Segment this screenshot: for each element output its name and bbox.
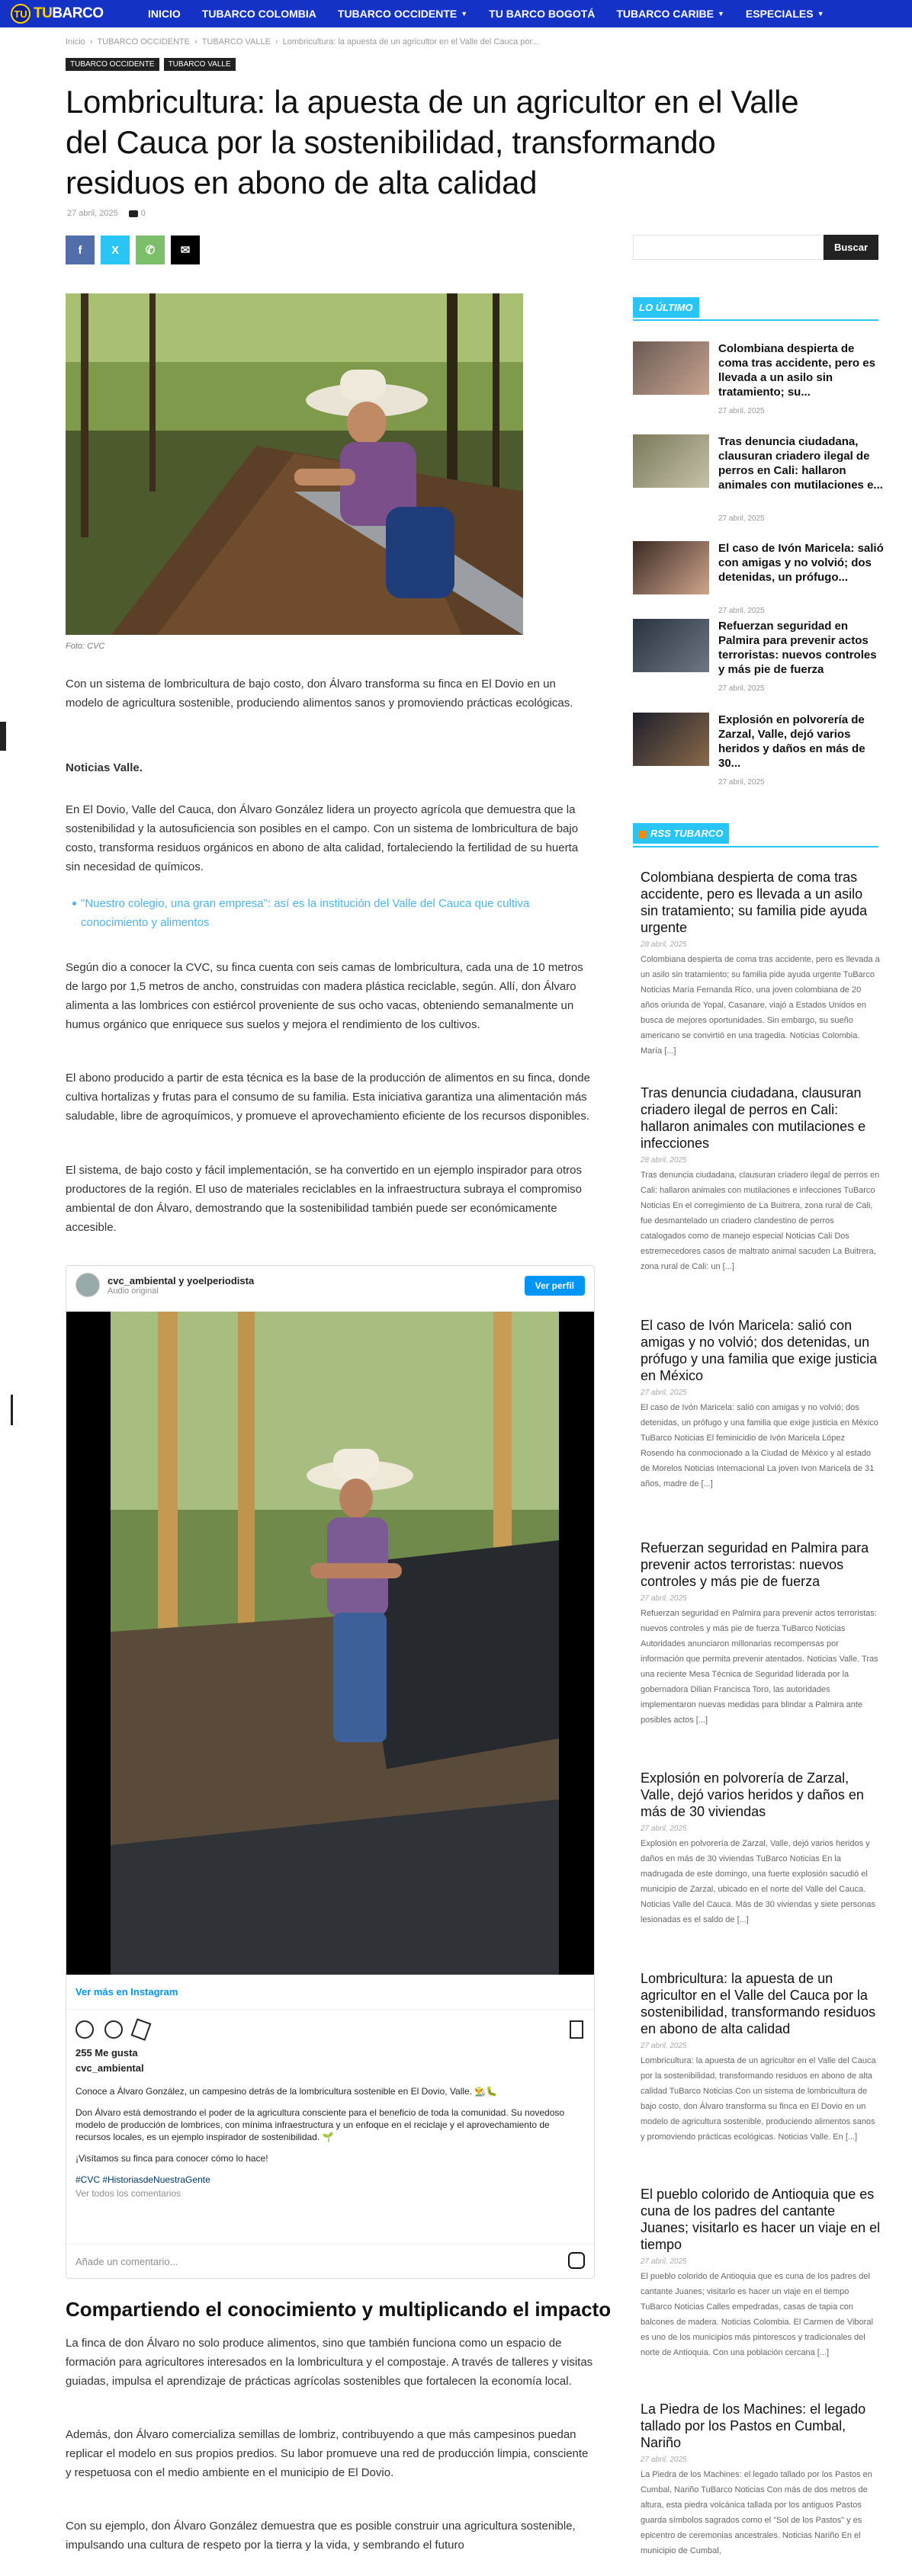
latest-item[interactable] — [633, 341, 885, 415]
comment-bubble-icon[interactable] — [104, 2020, 123, 2039]
article-kicker: Noticias Valle. — [66, 761, 143, 774]
rss-item-title[interactable]: La Piedra de los Machines: el legado tallado por los Pastos en Cumbal, Nariño — [641, 2401, 866, 2450]
latest-item[interactable] — [633, 619, 885, 693]
breadcrumb-valle[interactable]: TUBARCO VALLE — [201, 37, 271, 46]
article-paragraph-7: Con su ejemplo, don Álvaro González demuestra que es posible construir una agricultura sostenible, impulsando una cultura de respeto por la tierra y la vida, y sembrando el futuro — [66, 2520, 576, 2552]
rss-item — [641, 2186, 881, 2360]
rss-item-date: 27 abril, 2025 — [641, 2042, 687, 2050]
instagram-account-name[interactable]: cvc_ambiental — [75, 2062, 144, 2074]
breadcrumb-home[interactable]: Inicio — [66, 37, 85, 46]
article-paragraph-6: Además, don Álvaro comercializa semillas de lombriz, contribuyendo a que más campesinos puedan replicar el modelo en sus propios predios. Su labor promueve una red de producción limpia, consciente y respetuosa con el medio ambiente en el municipio de El Dovio. — [66, 2428, 589, 2479]
rss-item — [641, 869, 881, 1059]
main-nav — [137, 0, 834, 27]
rss-item-title[interactable]: Tras denuncia ciudadana, clausuran criadero ilegal de perros en Cali: hallaron animales con mutilaciones e infecciones — [641, 1085, 866, 1151]
nav-tubarco-colombia[interactable] — [191, 0, 327, 27]
breadcrumb-separator-icon: › — [194, 37, 197, 46]
email-share-button[interactable] — [171, 235, 200, 264]
caption-line-3: ¡Visítamos su finca para conocer cómo lo hace! — [75, 2153, 268, 2164]
instagram-logo-icon[interactable] — [568, 2252, 585, 2269]
breadcrumb-current: Lombricultura: la apuesta de un agricultor en el Valle del Cauca por... — [282, 37, 539, 46]
nav-tubarco-caribe[interactable] — [605, 0, 734, 27]
share-buttons — [66, 235, 200, 264]
bookmark-icon[interactable] — [570, 2020, 583, 2039]
chevron-down-icon: ▼ — [461, 10, 468, 18]
rss-item-title[interactable]: Refuerzan seguridad en Palmira para prevenir actos terroristas: nuevos controles y más pie de fuerza — [641, 1540, 869, 1589]
article-paragraph-1: En El Dovio, Valle del Cauca, don Álvaro González lidera un proyecto agrícola que demuestra que la sostenibilidad y la autosuficiencia son posibles en el campo. Con un sistema de lombricultura de bajo costo, transforma residuos orgánicos en abono de alta calidad, fortaleciendo la fertilidad de su huerta sin necesidad de químicos. — [66, 803, 579, 873]
facebook-icon: f — [78, 243, 82, 257]
article-meta — [67, 209, 146, 218]
rss-item-date: 27 abril, 2025 — [641, 1825, 687, 1833]
latest-date: 27 abril, 2025 — [718, 407, 765, 415]
latest-title[interactable]: El caso de Ivón Maricela: salió con amigas y no volvió; dos detenidas, un prófugo... — [718, 542, 884, 584]
facebook-share-button[interactable] — [66, 235, 95, 264]
rss-item-date: 28 abril, 2025 — [641, 940, 687, 949]
nav-tubarco-occidente[interactable] — [327, 0, 478, 27]
category-tags — [66, 58, 236, 71]
rss-item — [641, 1085, 881, 1274]
nav-inicio[interactable] — [137, 0, 191, 27]
nav-tubarco-bogota[interactable] — [478, 0, 605, 27]
instagram-video[interactable] — [66, 1312, 594, 1975]
latest-thumbnail[interactable] — [633, 341, 709, 395]
rss-item-excerpt: El pueblo colorido de Antioquia que es cuna de los padres del cantante Juanes; visitarlo es hacer un viaje en el tiempo TuBarco Noticias Calles empedradas, casas de tapia con balcones de madera. Noticias Colombia. El Carmen de Viboral es uno de los municipios más pintorescos y tradicionales del norte de Antioquia. Con una población cercana [...] — [641, 2272, 873, 2357]
rss-section-rule — [633, 846, 878, 847]
caption-hashtags[interactable]: #CVC #HistoriasdeNuestraGente — [75, 2174, 210, 2185]
rss-item-date: 27 abril, 2025 — [641, 2456, 687, 2464]
rss-item-title[interactable]: Colombiana despierta de coma tras accidente, pero es llevada a un asilo sin tratamiento; su familia pide ayuda urgente — [641, 870, 868, 935]
instagram-audio-label: Audio original — [108, 1286, 159, 1296]
tag-valle[interactable]: TUBARCO VALLE — [164, 58, 236, 71]
latest-title[interactable]: Colombiana despierta de coma tras accidente, pero es llevada a un asilo sin tratamiento; su... — [718, 342, 875, 399]
rss-item-title[interactable]: El pueblo colorido de Antioquia que es cuna de los padres del cantante Juanes; visitarlo es hacer un viaje en el tiempo — [641, 2187, 881, 2252]
latest-item[interactable] — [633, 434, 885, 523]
instagram-embed — [66, 1265, 595, 2279]
latest-thumbnail[interactable] — [633, 713, 709, 766]
nav-label: TU BARCO BOGOTÁ — [489, 8, 596, 20]
article-paragraph-5: La finca de don Álvaro no solo produce alimentos, sino que también funciona como un espacio de formación para agricultores interesados en la lombricultura y el compostaje. A través de talleres y visitas guiadas, impulsa el aprendizaje de prácticas agrícolas sostenibles que fortalecen la economía local. — [66, 2337, 593, 2388]
rss-item-title[interactable]: El caso de Ivón Maricela: salió con amigas y no volvió; dos detenidas, un prófugo y una familia que exige justicia en México — [641, 1318, 878, 1383]
nav-label: ESPECIALES — [745, 8, 814, 20]
article-paragraph-4: El sistema, de bajo costo y fácil implementación, se ha convertido en un ejemplo inspirador para otros productores de la región. El uso de materiales reciclables en la infraestructura subraya el compromiso ambiental de don Álvaro, demostrando que la sostenibilidad también puede ser económicamente accesible. — [66, 1164, 583, 1234]
view-profile-button[interactable]: Ver perfil — [525, 1276, 585, 1296]
nav-label: TUBARCO CARIBE — [616, 8, 714, 20]
email-icon: ✉ — [180, 244, 191, 257]
search-button[interactable]: Buscar — [824, 235, 878, 260]
video-frame-drawing — [66, 1312, 594, 1975]
x-icon: X — [111, 243, 119, 257]
rss-item — [641, 1317, 881, 1491]
section-heading: Compartiendo el conocimiento y multiplicando el impacto — [66, 2298, 612, 2321]
latest-section-rule — [633, 319, 878, 321]
rss-icon — [639, 831, 647, 838]
latest-title[interactable]: Refuerzan seguridad en Palmira para prevenir actos terroristas: nuevos controles y más pie de fuerza — [718, 620, 877, 676]
latest-thumbnail[interactable] — [633, 619, 709, 672]
chevron-down-icon: ▼ — [817, 10, 824, 18]
article-date: 27 abril, 2025 — [67, 209, 118, 218]
nav-label: INICIO — [148, 8, 181, 20]
nav-especiales[interactable] — [735, 0, 835, 27]
search-input[interactable] — [633, 235, 824, 260]
comment-input[interactable]: Añade un comentario... — [66, 2244, 594, 2279]
top-navigation-bar — [0, 0, 912, 27]
breadcrumb-separator-icon: › — [89, 37, 93, 46]
rss-item-excerpt: Colombiana despierta de coma tras accidente, pero es llevada a un asilo sin tratamiento; su familia pide ayuda urgente TuBarco Noticias María Fernanda Rico, una joven colombiana de 20 años oriunda de Yopal, Casanare, viajó a Estados Unidos en busca de mejores oportunidades. Sin embargo, su sueño americano se convirtió en una tragedia. Noticias Colombia. María [...] — [641, 955, 880, 1056]
rss-item-excerpt: Refuerzan seguridad en Palmira para prevenir actos terroristas: nuevos controles y más pie de fuerza TuBarco Noticias Autoridades anunciaron millonarias recompensas por información que permita prevenir atentados. Noticias Valle. Tras una reciente Mesa Técnica de Seguridad liderada por la gobernadora Dilian Francisca Toro, las autoridades implementaron nuevas medidas para blindar a Palmira ante posibles actos [...] — [641, 1609, 878, 1725]
comment-count[interactable] — [129, 209, 146, 218]
latest-section-label: LO ÚLTIMO — [633, 297, 699, 318]
whatsapp-icon: ✆ — [145, 244, 156, 257]
article-lead: Con un sistema de lombricultura de bajo costo, don Álvaro transforma su finca en El Dovio en un modelo de agricultura sostenible, produciendo alimentos sanos y promoviendo prácticas ecológicas. — [66, 678, 573, 710]
comment-icon — [129, 210, 138, 217]
latest-date: 27 abril, 2025 — [718, 607, 765, 615]
view-all-comments-link[interactable]: Ver todos los comentarios — [75, 2188, 181, 2199]
rss-item-date: 28 abril, 2025 — [641, 1156, 687, 1165]
rss-item-excerpt: Explosión en polvorería de Zarzal, Valle, dejó varios heridos y daños en más de 30 viviendas TuBarco Noticias En la madrugada de este domingo, una fuerte explosión sacudió el municipio de Zarzal, ubicado en el norte del Valle del Cauca. Noticias Valle del Cauca. Más de 30 viviendas y siete personas lesionadas es el saldo de [...] — [641, 1839, 875, 1924]
scroll-edge-marker — [0, 722, 6, 751]
rss-item-date: 27 abril, 2025 — [641, 1594, 687, 1603]
caption-line-2: Don Álvaro está demostrando el poder de la agricultura consciente para el beneficio de toda la comunidad. Su novedoso modelo de producción de lombrices, con mínima infraestructura y un enfoque en el reciclaje y el aprovechamiento de recursos locales, es un ejemplo inspirador de sostenibilidad. 🌱 — [75, 2107, 565, 2142]
tag-occidente[interactable]: TUBARCO OCCIDENTE — [66, 58, 159, 71]
chevron-down-icon: ▼ — [717, 10, 724, 18]
logo-emblem-icon: TU — [11, 4, 31, 24]
rss-item — [641, 1770, 881, 1927]
article-paragraph-2: Según dio a conocer la CVC, su finca cuenta con seis camas de lombricultura, cada una de 10 metros de largo por 1,5 metros de ancho, construidas con madera plástica reciclable, según. Allí, don Álvaro alimenta a las lombrices con estiércol proveniente de sus ocho vacas, obteniendo semanalmente un humus orgánico que enriquece sus suelos y mejora el rendimiento de los cultivos. — [66, 961, 583, 1031]
latest-title[interactable]: Explosión en polvorería de Zarzal, Valle, dejó varios heridos y daños en más de 30... — [718, 713, 865, 770]
rss-item-title[interactable]: Lombricultura: la apuesta de un agricultor en el Valle del Cauca por la sostenibilidad, transformando residuos en abono de alta calidad — [641, 1971, 876, 2036]
hero-photo-drawing — [66, 293, 523, 635]
rss-item-title[interactable]: Explosión en polvorería de Zarzal, Valle, dejó varios heridos y daños en más de 30 viviendas — [641, 1770, 864, 1819]
latest-title[interactable]: Tras denuncia ciudadana, clausuran criadero ilegal de perros en Cali: hallaron animales con mutilaciones e... — [718, 435, 883, 492]
latest-date: 27 abril, 2025 — [718, 778, 765, 787]
rss-label-text: RSS TUBARCO — [650, 828, 724, 839]
rss-item-excerpt: La Piedra de los Machines: el legado tallado por los Pastos en Cumbal, Nariño TuBarco Noticias Con más de dos metros de altura, esta piedra volcánica tallada por los antiguos Pastos guarda símbolos sagrados como el "Sol de los Pastos" y es epicentro de ceremonias ancestrales. Noticias Nariño En el municipio de Cumbal, — [641, 2470, 872, 2555]
article-title: Lombricultura: la apuesta de un agricultor en el Valle del Cauca por la sostenibilidad, transformando residuos en abono de alta calidad — [66, 84, 799, 200]
rss-item-excerpt: Tras denuncia ciudadana, clausuran criadero ilegal de perros en Cali: hallaron animales con mutilaciones e infecciones TuBarco Noticias En el corregimiento de La Buitrera, zona rural de Cali, fue desmantelado un criadero clandestino de perros catalogados como de manejo especial Noticias Cali Dos estremecedores casos de maltrato animal sacuden La Buitrera, zona rural de Cali: un [...] — [641, 1171, 880, 1271]
breadcrumb — [66, 37, 592, 46]
whatsapp-share-button[interactable] — [136, 235, 165, 264]
rss-item-date: 27 abril, 2025 — [641, 1389, 687, 1397]
logo-text-tu: TU — [34, 5, 53, 21]
article-paragraph-3: El abono producido a partir de esta técnica es la base de la producción de alimentos en su finca, donde cultiva hortalizas y frutas para el consumo de su familia. Esta iniciativa garantiza una alimentación más saludable, libre de agroquímicos, y promueve el aprovechamiento eficiente de los recursos disponibles. — [66, 1072, 590, 1123]
related-article-link[interactable]: "Nuestro colegio, una gran empresa": así es la institución del Valle del Cauca que cultiva conocimiento y alimentos — [81, 894, 599, 932]
rss-item — [641, 1970, 881, 2145]
site-logo[interactable] — [0, 0, 137, 27]
latest-date: 27 abril, 2025 — [718, 514, 765, 523]
nav-label: TUBARCO COLOMBIA — [201, 8, 316, 20]
breadcrumb-separator-icon: › — [275, 37, 278, 46]
caption-line-1: Conoce a Álvaro González, un campesino detrás de la lombricultura sostenible en El Dovio, Valle. 👨‍🌾🐛 — [75, 2086, 498, 2097]
x-share-button[interactable] — [101, 235, 130, 264]
divider — [66, 2009, 594, 2010]
heart-icon[interactable] — [75, 2020, 94, 2039]
rss-item-date: 27 abril, 2025 — [641, 2257, 687, 2266]
latest-item[interactable] — [633, 713, 885, 787]
search-form — [633, 235, 878, 260]
instagram-header — [66, 1266, 594, 1304]
view-more-on-instagram-link[interactable]: Ver más en Instagram — [75, 1986, 178, 1998]
rss-section-label — [633, 823, 729, 844]
image-caption: Foto: CVC — [66, 642, 105, 651]
logo-text-barco: BARCO — [52, 5, 104, 21]
instagram-username[interactable]: cvc_ambiental y yoelperiodista — [108, 1274, 255, 1286]
nav-label: TUBARCO OCCIDENTE — [337, 8, 458, 20]
scroll-edge-marker — [11, 1395, 13, 1425]
instagram-caption — [75, 2085, 579, 2209]
rss-item-excerpt: Lombricultura: la apuesta de un agricultor en el Valle del Cauca por la sostenibilidad, transformando residuos en abono de alta calidad TuBarco Noticias Con un sistema de lombricultura de bajo costo, don Álvaro transforma su finca en El Dovio en un modelo de agricultura sostenible, produciendo alimentos sanos y promoviendo prácticas ecológicas. Noticias Valle. En [...] — [641, 2056, 876, 2142]
article-hero-image — [66, 293, 523, 635]
latest-thumbnail[interactable] — [633, 541, 709, 594]
rss-item-excerpt: El caso de Ivón Maricela: salió con amigas y no volvió; dos detenidas, un prófugo y una familia que exige justicia en México TuBarco Noticias El feminicidio de Ivón Maricela López Rosendo ha conmocionado a la Ciudad de México y al estado de Morelos Noticias Internacional La joven Ivon Maricela de 31 años, madre de [...] — [641, 1403, 878, 1488]
avatar[interactable] — [75, 1273, 100, 1297]
send-icon[interactable] — [130, 2018, 151, 2040]
rss-item — [641, 1540, 881, 1728]
instagram-actions — [75, 2020, 149, 2039]
latest-thumbnail[interactable] — [633, 434, 709, 488]
latest-item[interactable] — [633, 541, 885, 615]
breadcrumb-occidente[interactable]: TUBARCO OCCIDENTE — [97, 37, 190, 46]
comment-count-value: 0 — [140, 209, 146, 218]
latest-date: 27 abril, 2025 — [718, 684, 765, 693]
likes-count[interactable]: 255 Me gusta — [75, 2047, 138, 2059]
rss-item — [641, 2401, 881, 2572]
